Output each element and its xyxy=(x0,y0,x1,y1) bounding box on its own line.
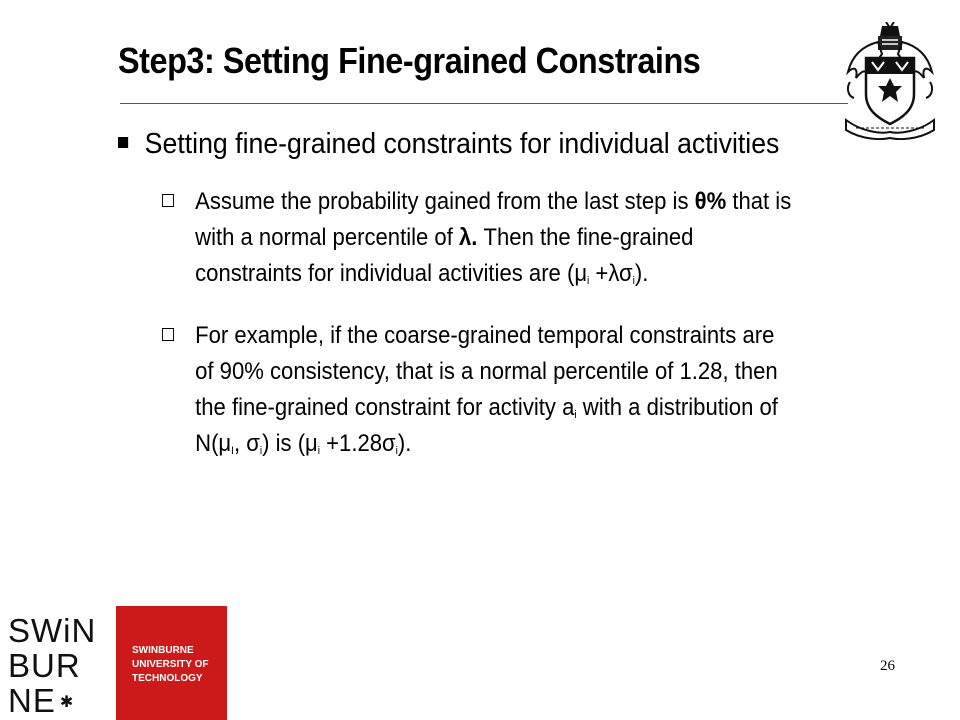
university-logo xyxy=(0,606,227,720)
square-bullet-icon xyxy=(118,137,128,148)
logo-word-3: NE ✱ xyxy=(8,682,75,719)
sub2-line-3: the fine-grained constraint for activity $a_i$ with a distribution of xyxy=(195,394,778,421)
logo-word-2: BUR xyxy=(8,647,81,684)
main-bullet-text: Setting fine-grained constraints for individual activities xyxy=(144,128,780,160)
logo-name-panel xyxy=(116,606,227,720)
coat-of-arms-icon xyxy=(842,22,938,140)
logo-name-line-1: SWINBURNE xyxy=(132,645,194,656)
page-number: 26 xyxy=(880,658,895,674)
logo-word-1: SWiN xyxy=(8,612,97,649)
sub1-line-1: Assume the probability gained from the last step is θ% that is xyxy=(195,188,792,215)
hollow-square-bullet-icon xyxy=(162,328,174,341)
slide-title: Step3: Setting Fine-grained Constrains xyxy=(118,40,701,81)
star-icon: ✱ xyxy=(59,694,75,712)
sub1-line-2: with a normal percentile of λ. Then the fine-grained xyxy=(195,224,694,251)
sub-bullet-assumption xyxy=(162,184,861,292)
sub2-line-2: of 90% consistency, that is a normal percentile of 1.28, then xyxy=(195,358,778,385)
sub1-line-3: constraints for individual activities are $(\mu_i +\lambda\sigma_i)$. xyxy=(195,260,649,287)
hollow-square-bullet-icon xyxy=(162,194,174,207)
sub-bullet-example xyxy=(162,318,861,462)
sub2-line-4: $N(\mu_I$, $\sigma_i$) is $(\mu_i +1.28\sigma_i)$. xyxy=(195,430,412,457)
title-divider xyxy=(120,103,848,104)
main-bullet xyxy=(118,124,817,164)
logo-name-line-3: TECHNOLOGY xyxy=(132,673,203,684)
logo-wordmark xyxy=(0,606,116,720)
logo-name-line-2: UNIVERSITY OF xyxy=(132,659,209,670)
sub2-line-1: For example, if the coarse-grained temporal constraints are xyxy=(195,322,775,349)
